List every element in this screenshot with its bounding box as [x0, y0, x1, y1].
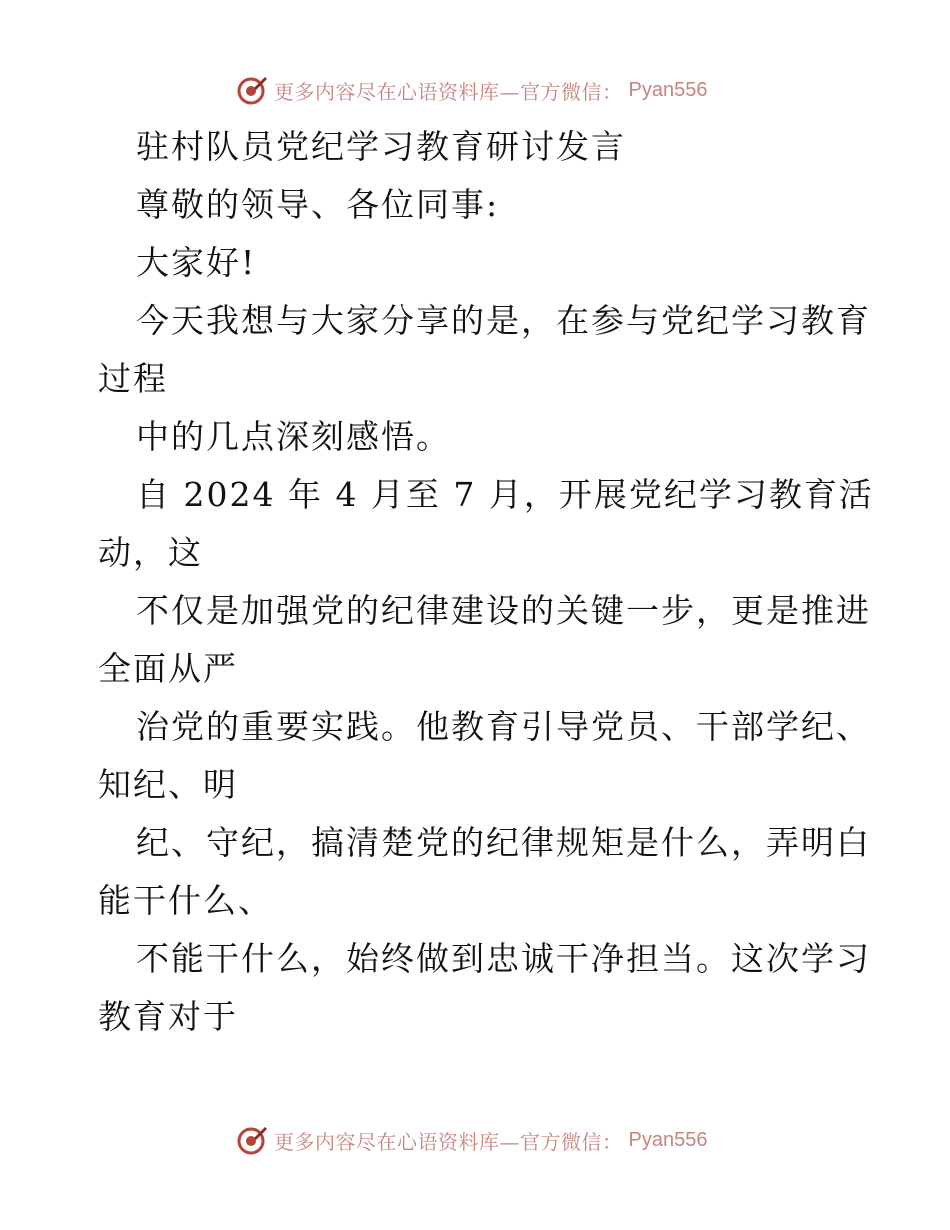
watermark-id: Pyan556 [628, 1128, 708, 1151]
paragraph-line: 今天我想与大家分享的是，在参与党纪学习教育 [136, 301, 871, 340]
footer-watermark [236, 1124, 707, 1156]
document-body [98, 118, 874, 1046]
watermark-text: 更多内容尽在心语资料库—官方微信： [274, 1129, 623, 1154]
salutation: 尊敬的领导、各位同事: [136, 185, 500, 224]
paragraph-line: 不能干什么，始终做到忠诚干净担当。这次学习 [136, 939, 871, 978]
paragraph-line: 中的几点深刻感悟。 [136, 417, 451, 456]
paragraph-line: 不仅是加强党的纪律建设的关键一步，更是推进 [136, 591, 871, 630]
paragraph-line: 治党的重要实践。他教育引导党员、干部学纪、 [136, 707, 871, 746]
paragraph-line: 过程 [98, 359, 168, 398]
paragraph-line: 能干什么、 [98, 881, 273, 920]
watermark-id: Pyan556 [628, 78, 708, 101]
document-title: 驻村队员党纪学习教育研讨发言 [136, 127, 626, 166]
pen-circle-logo-icon [236, 1124, 268, 1156]
paragraph-line: 教育对于 [98, 997, 238, 1036]
greeting: 大家好! [136, 243, 257, 282]
header-watermark [236, 74, 707, 106]
paragraph-line: 纪、守纪，搞清楚党的纪律规矩是什么，弄明白 [136, 823, 871, 862]
paragraph-line: 动，这 [98, 533, 203, 572]
pen-circle-logo-icon [236, 74, 268, 106]
paragraph-line: 知纪、明 [98, 765, 238, 804]
paragraph-line: 全面从严 [98, 649, 238, 688]
watermark-text: 更多内容尽在心语资料库—官方微信： [274, 79, 623, 104]
paragraph-line: 自 2024 年 4 月至 7 月，开展党纪学习教育活 [136, 475, 874, 514]
